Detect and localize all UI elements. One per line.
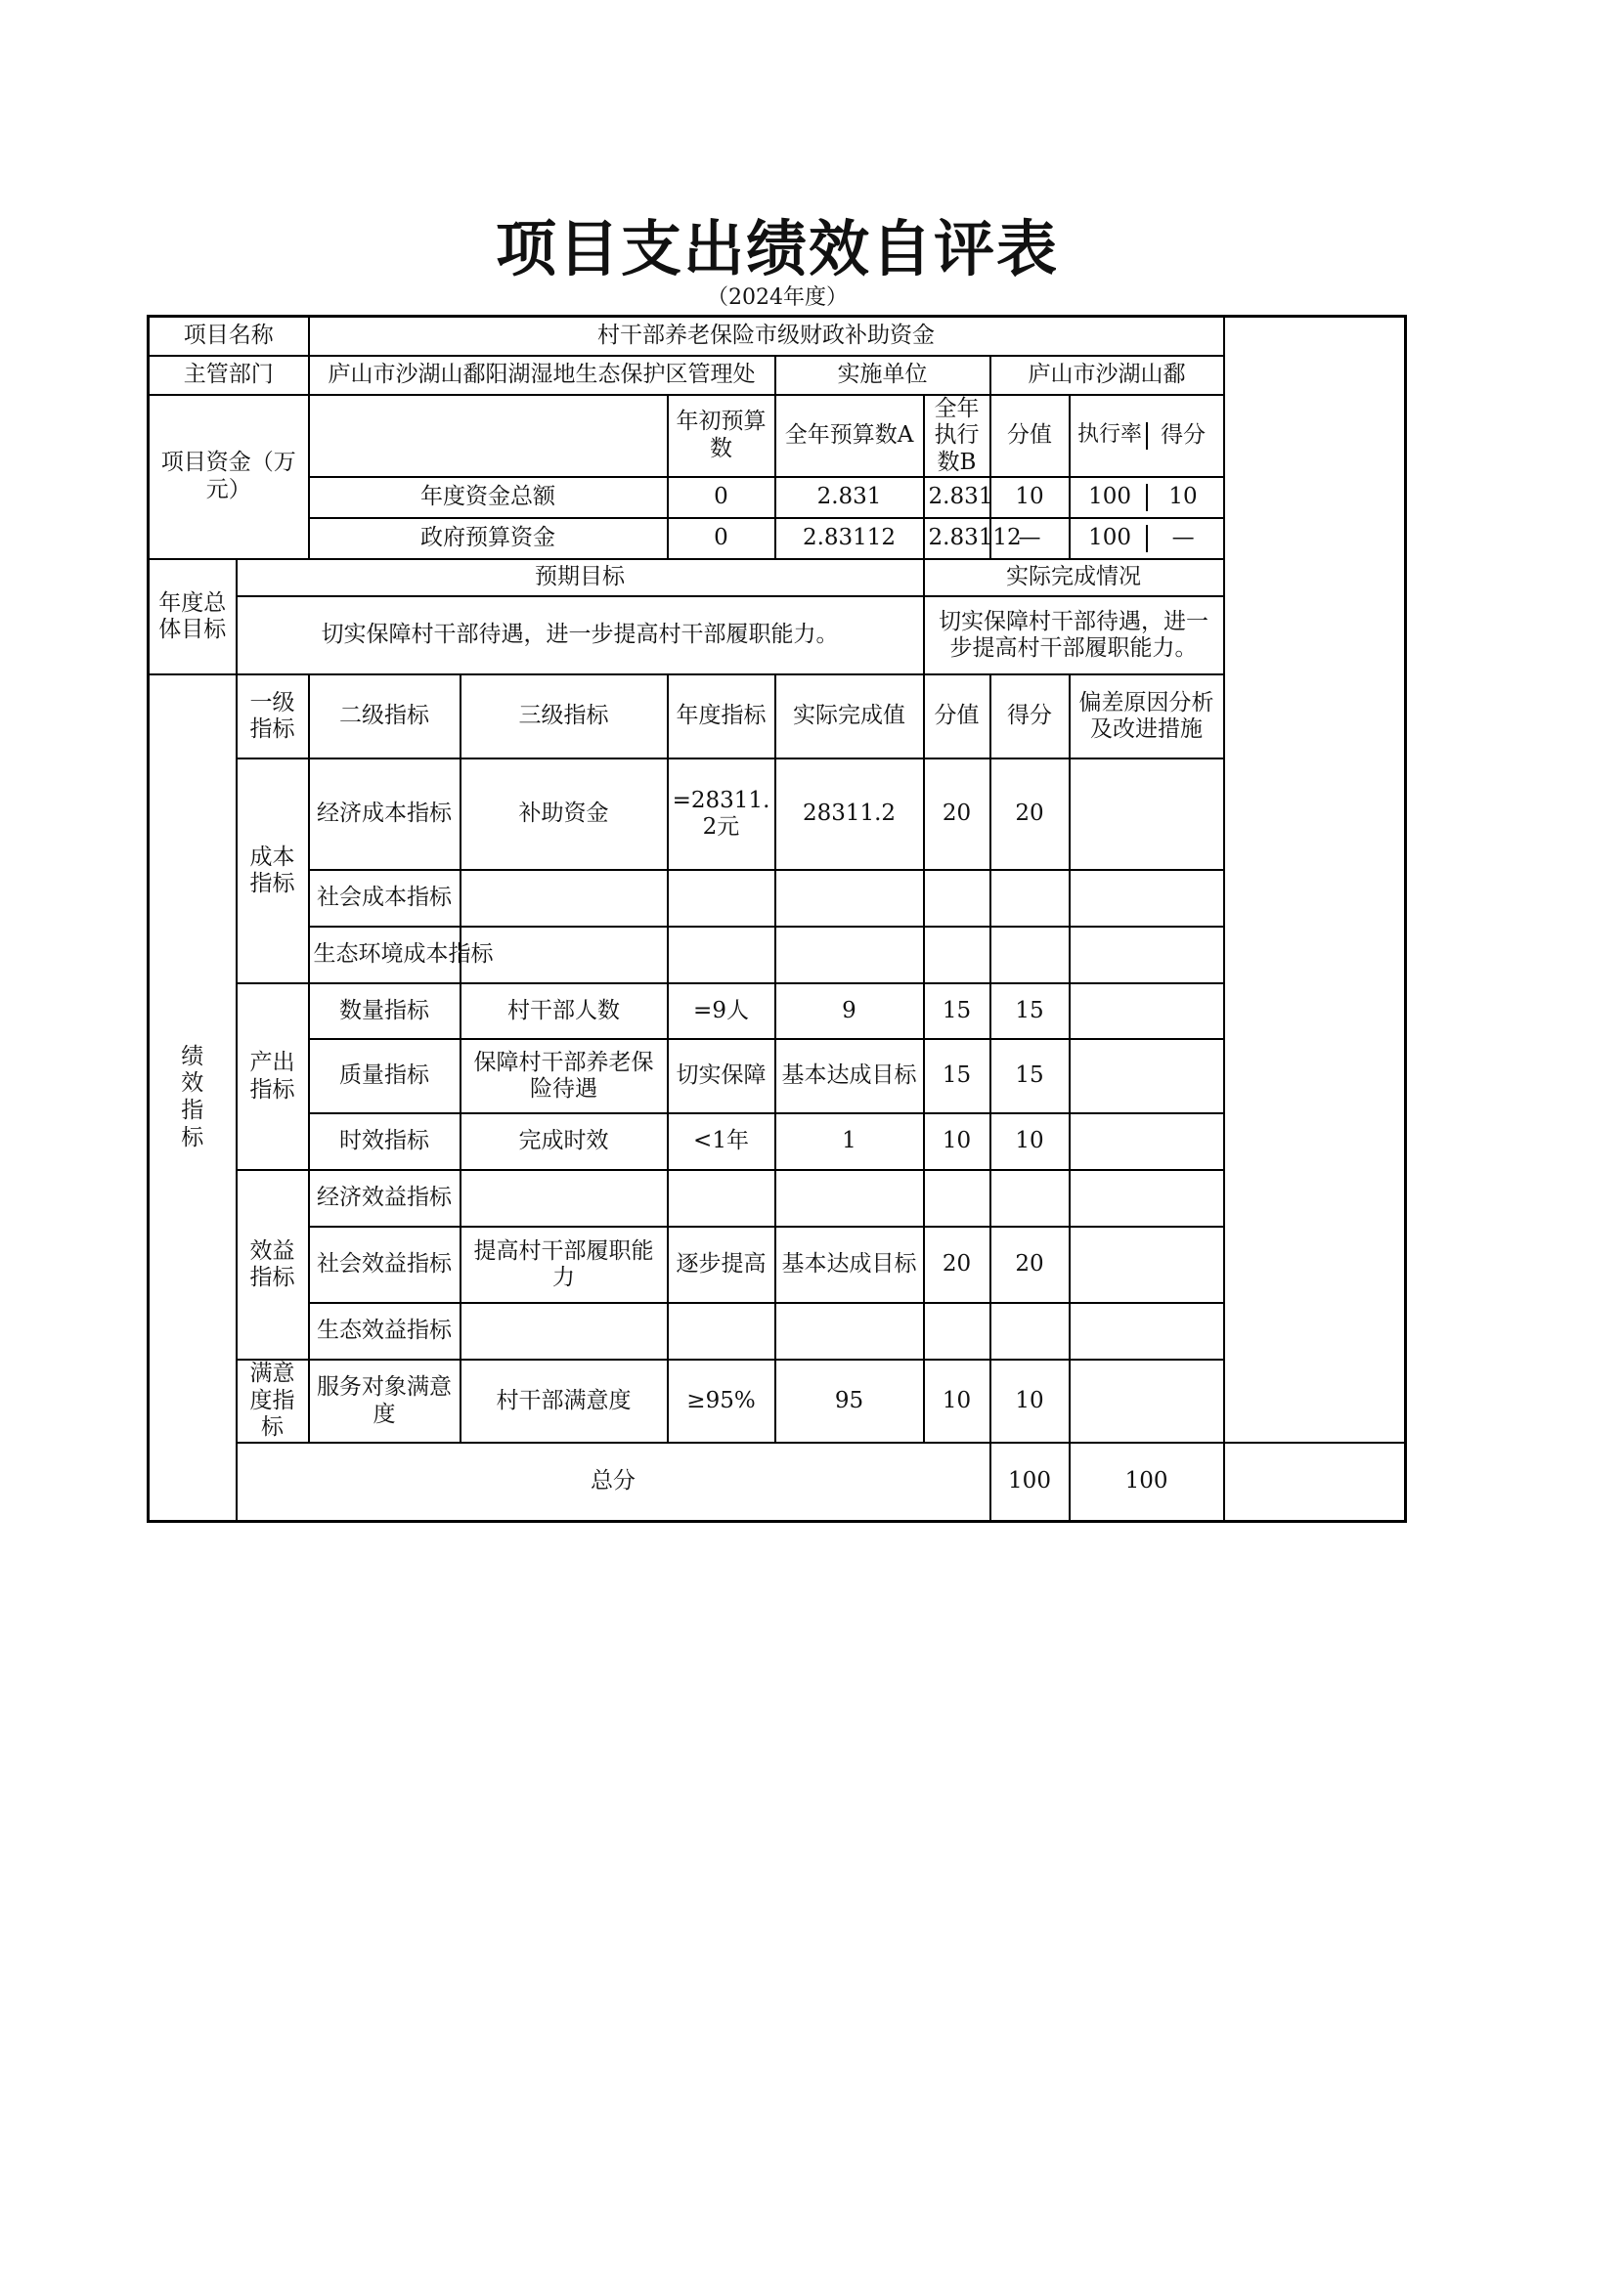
perf-l2: 经济成本指标: [309, 758, 461, 870]
col-exec-rate-score: [1070, 395, 1224, 478]
perf-reason: [1070, 870, 1224, 927]
perf-target: 逐步提高: [668, 1227, 775, 1303]
perf-value: 20: [924, 758, 990, 870]
perf-l3: 保障村干部养老保险待遇: [461, 1039, 668, 1113]
dept-row: [149, 356, 1406, 395]
perf-l3: 完成时效: [461, 1113, 668, 1170]
perf-actual: [775, 870, 924, 927]
perf-label: 绩效指标: [149, 674, 237, 1521]
project-name-row: [149, 317, 1406, 356]
perf-target: [668, 1170, 775, 1227]
col-annual-budget: 全年预算数A: [775, 395, 924, 478]
perf-l3: [461, 1170, 668, 1227]
perf-row: [149, 1039, 1406, 1113]
perf-l3: [461, 1303, 668, 1360]
funds-row-exec: 2.83112: [924, 518, 990, 559]
total-label: 总分: [237, 1443, 990, 1521]
total-reason: [1224, 1443, 1406, 1521]
perf-l3: 补助资金: [461, 758, 668, 870]
perf-actual: [775, 1170, 924, 1227]
perf-target: =28311.2元: [668, 758, 775, 870]
funds-row-rate-score: [1070, 477, 1224, 518]
perf-l3: 提高村干部履职能力: [461, 1227, 668, 1303]
perf-row: [149, 1113, 1406, 1170]
col-score: 得分: [1161, 422, 1207, 449]
perf-score: [990, 1170, 1070, 1227]
col-actual: 实际完成值: [775, 674, 924, 758]
perf-actual: 95: [775, 1360, 924, 1443]
perf-l2: 社会成本指标: [309, 870, 461, 927]
funds-row-score: —: [1171, 525, 1195, 551]
perf-row: [149, 927, 1406, 983]
perf-actual: [775, 1303, 924, 1360]
perf-l2: 生态效益指标: [309, 1303, 461, 1360]
funds-row-initial: 0: [668, 518, 775, 559]
funds-row: [149, 477, 1406, 518]
perf-reason: [1070, 1227, 1224, 1303]
funds-label: 项目资金（万元）: [149, 395, 309, 560]
funds-row-exec-rate: 100: [1075, 525, 1148, 552]
perf-score: [990, 1303, 1070, 1360]
perf-target: [668, 1303, 775, 1360]
perf-l2: 数量指标: [309, 983, 461, 1039]
funds-row-name: 政府预算资金: [309, 518, 668, 559]
funds-row-annual: 2.83112: [775, 518, 924, 559]
col-score: 得分: [990, 674, 1070, 758]
perf-l2: 生态环境成本指标: [309, 927, 461, 983]
dept-value: 庐山市沙湖山鄱阳湖湿地生态保护区管理处: [309, 356, 775, 395]
page-title: 项目支出绩效自评表: [495, 213, 1059, 284]
col-initial-budget: 年初预算数: [668, 395, 775, 478]
perf-l2: 质量指标: [309, 1039, 461, 1113]
perf-score: 20: [990, 1227, 1070, 1303]
perf-value: [924, 1170, 990, 1227]
perf-row: [149, 983, 1406, 1039]
funds-header-row: [149, 395, 1406, 478]
funds-row: [149, 518, 1406, 559]
perf-row: [149, 1227, 1406, 1303]
perf-l1: 成本指标: [237, 758, 309, 983]
perf-reason: [1070, 927, 1224, 983]
col-reason: 偏差原因分析及改进措施: [1070, 674, 1224, 758]
funds-row-score: 10: [1168, 484, 1198, 510]
total-score: 100: [1070, 1443, 1224, 1521]
perf-reason: [1070, 1303, 1224, 1360]
perf-l1: 满意度指标: [237, 1360, 309, 1443]
perf-l3: [461, 870, 668, 927]
col-exec-rate: 执行率: [1075, 422, 1148, 450]
perf-row: [149, 1360, 1406, 1443]
perf-value: [924, 1303, 990, 1360]
perf-target: ≥95%: [668, 1360, 775, 1443]
goals-actual: 切实保障村干部待遇，进一步提高村干部履职能力。: [924, 596, 1224, 674]
goals-expected: 切实保障村干部待遇，进一步提高村干部履职能力。: [237, 596, 924, 674]
perf-l2: 服务对象满意度: [309, 1360, 461, 1443]
perf-row: [149, 1303, 1406, 1360]
funds-blank-header: [309, 395, 668, 478]
col-l2: 二级指标: [309, 674, 461, 758]
perf-l2: 经济效益指标: [309, 1170, 461, 1227]
perf-actual: [775, 927, 924, 983]
perf-score: 15: [990, 983, 1070, 1039]
perf-l3: 村干部满意度: [461, 1360, 668, 1443]
perf-target: [668, 870, 775, 927]
perf-reason: [1070, 1113, 1224, 1170]
perf-l2: 社会效益指标: [309, 1227, 461, 1303]
perf-actual: 9: [775, 983, 924, 1039]
perf-score: 15: [990, 1039, 1070, 1113]
total-row: [149, 1443, 1406, 1521]
dept-label: 主管部门: [149, 356, 309, 395]
perf-value: 20: [924, 1227, 990, 1303]
perf-score: 20: [990, 758, 1070, 870]
perf-value: [924, 870, 990, 927]
perf-l3: 村干部人数: [461, 983, 668, 1039]
perf-l2: 时效指标: [309, 1113, 461, 1170]
perf-target: 切实保障: [668, 1039, 775, 1113]
perf-target: [668, 927, 775, 983]
col-l3: 三级指标: [461, 674, 668, 758]
funds-row-initial: 0: [668, 477, 775, 518]
perf-score: [990, 870, 1070, 927]
perf-row: [149, 870, 1406, 927]
col-annual-exec: 全年执行数B: [924, 395, 990, 478]
col-target: 年度指标: [668, 674, 775, 758]
perf-value: 10: [924, 1113, 990, 1170]
perf-row: [149, 758, 1406, 870]
impl-label: 实施单位: [775, 356, 990, 395]
perf-header-row: [149, 674, 1406, 758]
perf-reason: [1070, 1039, 1224, 1113]
funds-row-score-value: 10: [990, 477, 1070, 518]
total-value: 100: [990, 1443, 1070, 1521]
perf-score: 10: [990, 1113, 1070, 1170]
goals-actual-label: 实际完成情况: [924, 559, 1224, 596]
perf-target: <1年: [668, 1113, 775, 1170]
funds-row-exec: 2.831: [924, 477, 990, 518]
col-score-value: 分值: [990, 395, 1070, 478]
goals-content-row: [149, 596, 1406, 674]
project-name-value: 村干部养老保险市级财政补助资金: [309, 317, 1224, 356]
perf-reason: [1070, 1170, 1224, 1227]
perf-row: [149, 1170, 1406, 1227]
perf-l1: 效益指标: [237, 1170, 309, 1360]
goals-header-row: [149, 559, 1406, 596]
perf-reason: [1070, 1360, 1224, 1443]
funds-row-annual: 2.831: [775, 477, 924, 518]
funds-row-rate-score: [1070, 518, 1224, 559]
self-evaluation-table: [147, 315, 1407, 1523]
perf-actual: 28311.2: [775, 758, 924, 870]
goals-expected-label: 预期目标: [237, 559, 924, 596]
funds-row-exec-rate: 100: [1075, 484, 1148, 511]
col-l1: 一级指标: [237, 674, 309, 758]
col-value: 分值: [924, 674, 990, 758]
funds-row-name: 年度资金总额: [309, 477, 668, 518]
perf-score: 10: [990, 1360, 1070, 1443]
project-name-label: 项目名称: [149, 317, 309, 356]
goals-label: 年度总体目标: [149, 559, 237, 674]
perf-l1: 产出指标: [237, 983, 309, 1170]
impl-value: 庐山市沙湖山鄱: [990, 356, 1224, 395]
perf-target: =9人: [668, 983, 775, 1039]
perf-reason: [1070, 758, 1224, 870]
perf-reason: [1070, 983, 1224, 1039]
perf-value: 10: [924, 1360, 990, 1443]
perf-value: [924, 927, 990, 983]
perf-actual: 基本达成目标: [775, 1227, 924, 1303]
perf-actual: 1: [775, 1113, 924, 1170]
year-note: （2024年度）: [707, 285, 848, 310]
perf-value: 15: [924, 1039, 990, 1113]
funds-row-score-value: —: [990, 518, 1070, 559]
perf-value: 15: [924, 983, 990, 1039]
perf-actual: 基本达成目标: [775, 1039, 924, 1113]
perf-score: [990, 927, 1070, 983]
